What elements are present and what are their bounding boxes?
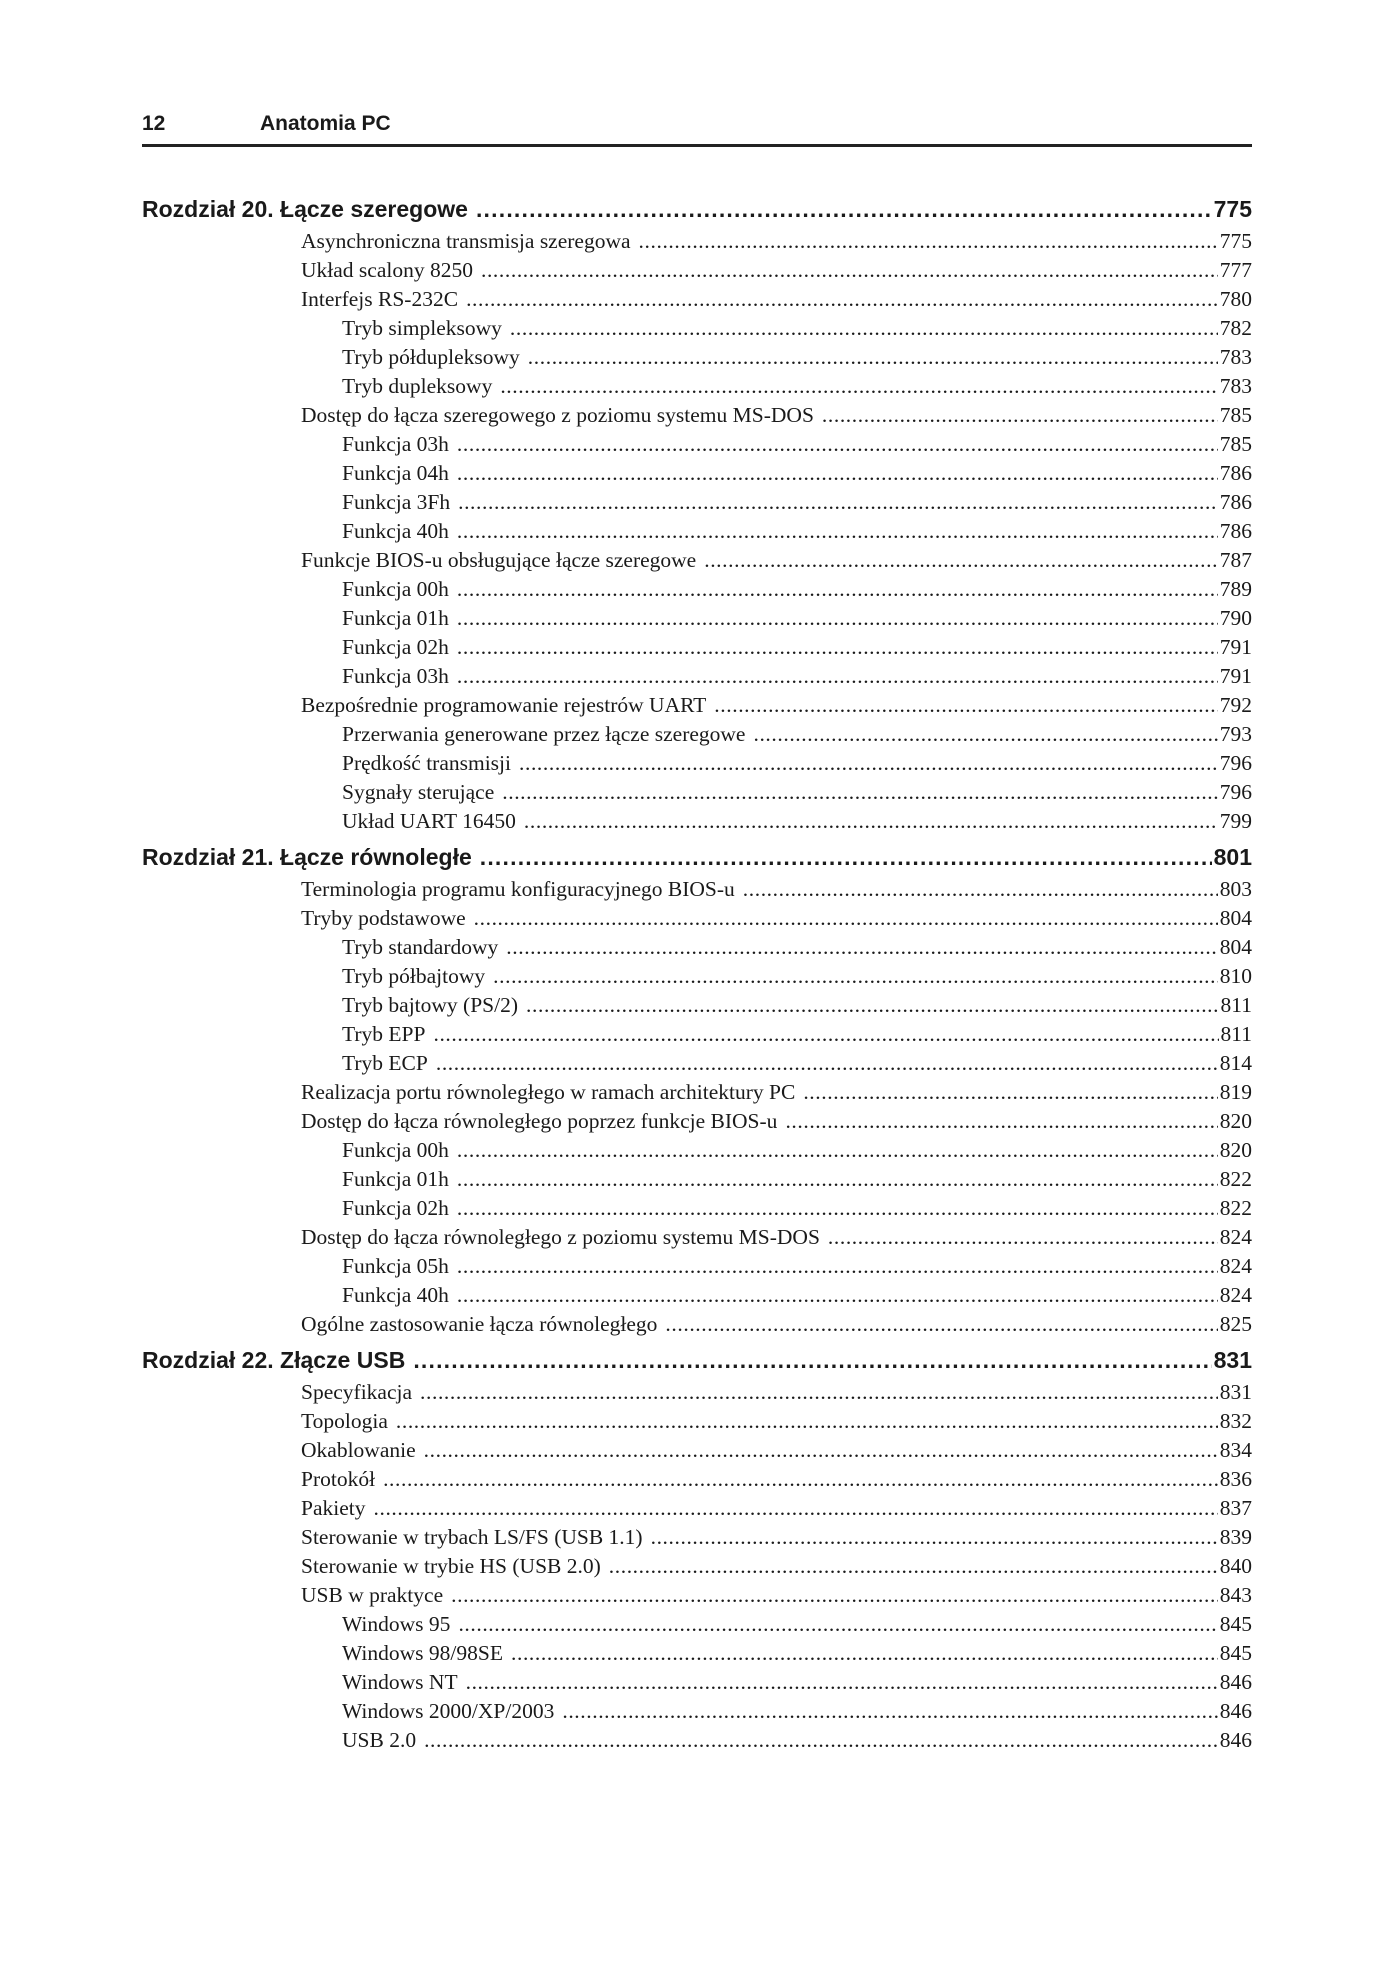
dot-leader bbox=[502, 780, 1218, 805]
header-rule bbox=[142, 144, 1252, 147]
toc-entry-title: Tryb półdupleksowy bbox=[342, 345, 520, 369]
dot-leader bbox=[424, 1728, 1218, 1753]
toc-entry-page: 796 bbox=[1219, 780, 1252, 804]
toc-entry-title: Tryb standardowy bbox=[342, 935, 499, 959]
toc-entry-title: Tryby podstawowe bbox=[301, 906, 466, 930]
dot-leader bbox=[524, 809, 1218, 834]
dot-leader bbox=[822, 403, 1218, 428]
dot-leader bbox=[433, 1022, 1218, 1047]
toc-entry[interactable] bbox=[142, 906, 1252, 935]
toc-entry[interactable] bbox=[142, 964, 1252, 993]
toc-entry-page: 785 bbox=[1219, 432, 1252, 456]
toc-entry-title: Interfejs RS-232C bbox=[301, 287, 459, 311]
toc-entry[interactable] bbox=[142, 577, 1252, 606]
toc-entry[interactable] bbox=[142, 1022, 1252, 1051]
toc-entry-page: 837 bbox=[1219, 1496, 1252, 1520]
toc-entry[interactable] bbox=[142, 1254, 1252, 1283]
toc-entry-title: Funkcja 40h bbox=[342, 1283, 449, 1307]
dot-leader bbox=[413, 1347, 1211, 1374]
toc-entry-title: Windows 98/98SE bbox=[342, 1641, 503, 1665]
toc-entry-title: Funkcja 00h bbox=[342, 1138, 449, 1162]
dot-leader bbox=[476, 196, 1212, 223]
toc-entry-title: Asynchroniczna transmisja szeregowa bbox=[301, 229, 631, 253]
toc-entry[interactable] bbox=[142, 1583, 1252, 1612]
toc-entry[interactable] bbox=[142, 1641, 1252, 1670]
dot-leader bbox=[457, 664, 1218, 689]
toc-entry-page: 845 bbox=[1219, 1641, 1252, 1665]
dot-leader bbox=[457, 1196, 1218, 1221]
chapter-heading[interactable] bbox=[142, 1347, 1252, 1380]
dot-leader bbox=[457, 1167, 1218, 1192]
toc-entry-page: 846 bbox=[1219, 1670, 1252, 1694]
chapter-heading-page: 775 bbox=[1213, 196, 1252, 222]
dot-leader bbox=[457, 1254, 1218, 1279]
toc-entry-title: Funkcja 02h bbox=[342, 635, 449, 659]
toc-entry-page: 780 bbox=[1219, 287, 1252, 311]
dot-leader bbox=[511, 1641, 1218, 1666]
dot-leader bbox=[519, 751, 1218, 776]
chapter-heading-title: Rozdział 21. Łącze równoległe bbox=[142, 844, 472, 870]
dot-leader bbox=[457, 461, 1218, 486]
toc-entry-title: Sygnały sterujące bbox=[342, 780, 495, 804]
toc-entry-title: Windows NT bbox=[342, 1670, 458, 1694]
toc-entry[interactable] bbox=[142, 635, 1252, 664]
toc-entry[interactable] bbox=[142, 722, 1252, 751]
toc-entry[interactable] bbox=[142, 809, 1252, 838]
toc-entry-page: 819 bbox=[1219, 1080, 1252, 1104]
toc-entry-page: 824 bbox=[1219, 1283, 1252, 1307]
toc-entry[interactable] bbox=[142, 935, 1252, 964]
toc-entry-title: Tryb półbajtowy bbox=[342, 964, 486, 988]
toc-entry-title: Dostęp do łącza szeregowego z poziomu systemu MS-DOS bbox=[301, 403, 814, 427]
dot-leader bbox=[828, 1225, 1218, 1250]
toc-entry-page: 824 bbox=[1219, 1225, 1252, 1249]
toc-entry[interactable] bbox=[142, 1409, 1252, 1438]
toc-entry[interactable] bbox=[142, 490, 1252, 519]
dot-leader bbox=[374, 1496, 1218, 1521]
toc-entry-title: Pakiety bbox=[301, 1496, 366, 1520]
toc-entry-title: Tryb EPP bbox=[342, 1022, 426, 1046]
toc-entry-title: Protokół bbox=[301, 1467, 376, 1491]
toc-entry-page: 782 bbox=[1219, 316, 1252, 340]
table-of-contents bbox=[142, 196, 1252, 1757]
toc-entry[interactable] bbox=[142, 693, 1252, 722]
toc-entry-title: Funkcja 03h bbox=[342, 432, 449, 456]
toc-entry-page: 785 bbox=[1219, 403, 1252, 427]
toc-entry-page: 839 bbox=[1219, 1525, 1252, 1549]
toc-entry-page: 820 bbox=[1219, 1109, 1252, 1133]
toc-entry-title: Dostęp do łącza równoległego poprzez funkcje BIOS-u bbox=[301, 1109, 778, 1133]
dot-leader bbox=[457, 432, 1218, 457]
toc-entry[interactable] bbox=[142, 1554, 1252, 1583]
toc-entry-title: Realizacja portu równoległego w ramach architektury PC bbox=[301, 1080, 796, 1104]
toc-entry-page: 825 bbox=[1219, 1312, 1252, 1336]
toc-entry-page: 845 bbox=[1219, 1612, 1252, 1636]
toc-entry-page: 777 bbox=[1219, 258, 1252, 282]
toc-entry-title: Topologia bbox=[301, 1409, 388, 1433]
dot-leader bbox=[457, 635, 1218, 660]
toc-entry-title: Windows 95 bbox=[342, 1612, 451, 1636]
toc-entry[interactable] bbox=[142, 1728, 1252, 1757]
toc-entry[interactable] bbox=[142, 316, 1252, 345]
toc-entry-title: Bezpośrednie programowanie rejestrów UART bbox=[301, 693, 707, 717]
book-title: Anatomia PC bbox=[260, 112, 391, 135]
dot-leader bbox=[458, 1612, 1217, 1637]
dot-leader bbox=[753, 722, 1217, 747]
dot-leader bbox=[785, 1109, 1217, 1134]
page-number: 12 bbox=[142, 112, 166, 135]
toc-entry[interactable] bbox=[142, 229, 1252, 258]
dot-leader bbox=[383, 1467, 1218, 1492]
dot-leader bbox=[458, 490, 1218, 515]
toc-entry-page: 822 bbox=[1219, 1196, 1252, 1220]
dot-leader bbox=[474, 906, 1218, 931]
toc-entry[interactable] bbox=[142, 1080, 1252, 1109]
dot-leader bbox=[493, 964, 1218, 989]
toc-entry[interactable] bbox=[142, 1699, 1252, 1728]
toc-entry[interactable] bbox=[142, 432, 1252, 461]
toc-entry[interactable] bbox=[142, 1196, 1252, 1225]
toc-entry-page: 834 bbox=[1219, 1438, 1252, 1462]
dot-leader bbox=[526, 993, 1219, 1018]
toc-entry[interactable] bbox=[142, 548, 1252, 577]
chapter-heading[interactable] bbox=[142, 844, 1252, 877]
chapter-heading[interactable] bbox=[142, 196, 1252, 229]
dot-leader bbox=[457, 1283, 1218, 1308]
dot-leader bbox=[457, 1138, 1218, 1163]
toc-entry-title: Tryb ECP bbox=[342, 1051, 428, 1075]
toc-entry[interactable] bbox=[142, 345, 1252, 374]
toc-entry-page: 803 bbox=[1219, 877, 1252, 901]
toc-entry[interactable] bbox=[142, 1283, 1252, 1312]
toc-entry-page: 791 bbox=[1219, 664, 1252, 688]
toc-entry-title: Funkcja 02h bbox=[342, 1196, 449, 1220]
toc-entry-page: 820 bbox=[1219, 1138, 1252, 1162]
chapter-heading-title: Rozdział 22. Złącze USB bbox=[142, 1347, 406, 1373]
toc-entry-page: 783 bbox=[1219, 374, 1252, 398]
toc-entry-page: 789 bbox=[1219, 577, 1252, 601]
toc-entry-title: Funkcja 00h bbox=[342, 577, 449, 601]
toc-entry-page: 804 bbox=[1219, 906, 1252, 930]
toc-entry-title: USB 2.0 bbox=[342, 1728, 417, 1752]
dot-leader bbox=[457, 577, 1218, 602]
toc-entry-title: USB w praktyce bbox=[301, 1583, 444, 1607]
toc-entry-title: Ogólne zastosowanie łącza równoległego bbox=[301, 1312, 658, 1336]
toc-entry-page: 786 bbox=[1219, 461, 1252, 485]
toc-entry[interactable] bbox=[142, 664, 1252, 693]
toc-entry-page: 836 bbox=[1219, 1467, 1252, 1491]
dot-leader bbox=[704, 548, 1218, 573]
chapter-heading-title: Rozdział 20. Łącze szeregowe bbox=[142, 196, 468, 222]
toc-entry-title: Funkcja 04h bbox=[342, 461, 449, 485]
dot-leader bbox=[466, 1670, 1218, 1695]
toc-entry-page: 791 bbox=[1219, 635, 1252, 659]
toc-entry-title: Układ scalony 8250 bbox=[301, 258, 473, 282]
toc-entry-page: 831 bbox=[1219, 1380, 1252, 1404]
toc-entry-page: 840 bbox=[1219, 1554, 1252, 1578]
toc-entry[interactable] bbox=[142, 877, 1252, 906]
toc-entry-page: 790 bbox=[1219, 606, 1252, 630]
toc-entry-page: 810 bbox=[1219, 964, 1252, 988]
toc-entry[interactable] bbox=[142, 1670, 1252, 1699]
dot-leader bbox=[562, 1699, 1217, 1724]
toc-entry-page: 783 bbox=[1219, 345, 1252, 369]
toc-entry[interactable] bbox=[142, 1496, 1252, 1525]
dot-leader bbox=[714, 693, 1217, 718]
toc-entry-title: Układ UART 16450 bbox=[342, 809, 516, 833]
toc-entry[interactable] bbox=[142, 1312, 1252, 1341]
dot-leader bbox=[480, 844, 1212, 871]
toc-entry-page: 814 bbox=[1219, 1051, 1252, 1075]
toc-entry[interactable] bbox=[142, 1138, 1252, 1167]
dot-leader bbox=[639, 229, 1218, 254]
toc-entry-page: 796 bbox=[1219, 751, 1252, 775]
toc-entry-title: Tryb dupleksowy bbox=[342, 374, 493, 398]
toc-entry-title: Funkcja 3Fh bbox=[342, 490, 451, 514]
toc-entry-page: 811 bbox=[1220, 993, 1252, 1017]
dot-leader bbox=[609, 1554, 1218, 1579]
toc-entry-title: Dostęp do łącza równoległego z poziomu systemu MS-DOS bbox=[301, 1225, 820, 1249]
toc-entry-title: Funkcja 05h bbox=[342, 1254, 449, 1278]
dot-leader bbox=[743, 877, 1218, 902]
toc-entry[interactable] bbox=[142, 1525, 1252, 1554]
toc-entry[interactable] bbox=[142, 1438, 1252, 1467]
dot-leader bbox=[420, 1380, 1218, 1405]
toc-entry[interactable] bbox=[142, 606, 1252, 635]
dot-leader bbox=[481, 258, 1218, 283]
toc-entry-title: Specyfikacja bbox=[301, 1380, 413, 1404]
toc-entry-title: Funkcja 01h bbox=[342, 1167, 449, 1191]
toc-entry-page: 793 bbox=[1219, 722, 1252, 746]
toc-entry[interactable] bbox=[142, 519, 1252, 548]
toc-entry[interactable] bbox=[142, 1167, 1252, 1196]
toc-entry-page: 822 bbox=[1219, 1167, 1252, 1191]
toc-entry-page: 786 bbox=[1219, 519, 1252, 543]
toc-entry[interactable] bbox=[142, 1051, 1252, 1080]
dot-leader bbox=[500, 374, 1217, 399]
toc-entry[interactable] bbox=[142, 1380, 1252, 1409]
toc-entry-title: Okablowanie bbox=[301, 1438, 416, 1462]
toc-entry[interactable] bbox=[142, 993, 1252, 1022]
dot-leader bbox=[803, 1080, 1217, 1105]
toc-entry-page: 846 bbox=[1219, 1699, 1252, 1723]
toc-entry[interactable] bbox=[142, 1612, 1252, 1641]
toc-entry-page: 843 bbox=[1219, 1583, 1252, 1607]
dot-leader bbox=[457, 519, 1218, 544]
toc-entry[interactable] bbox=[142, 1225, 1252, 1254]
dot-leader bbox=[424, 1438, 1218, 1463]
toc-entry-page: 824 bbox=[1219, 1254, 1252, 1278]
toc-entry[interactable] bbox=[142, 1467, 1252, 1496]
dot-leader bbox=[510, 316, 1218, 341]
toc-entry-title: Windows 2000/XP/2003 bbox=[342, 1699, 555, 1723]
dot-leader bbox=[651, 1525, 1218, 1550]
toc-entry-title: Funkcja 40h bbox=[342, 519, 449, 543]
toc-entry-title: Terminologia programu konfiguracyjnego BIOS-u bbox=[301, 877, 735, 901]
running-header bbox=[142, 112, 1252, 144]
toc-entry[interactable] bbox=[142, 1109, 1252, 1138]
dot-leader bbox=[665, 1312, 1217, 1337]
toc-entry-title: Sterowanie w trybach LS/FS (USB 1.1) bbox=[301, 1525, 643, 1549]
toc-entry[interactable] bbox=[142, 374, 1252, 403]
toc-entry-title: Tryb bajtowy (PS/2) bbox=[342, 993, 519, 1017]
chapter-heading-page: 831 bbox=[1213, 1347, 1252, 1373]
toc-entry-title: Tryb simpleksowy bbox=[342, 316, 502, 340]
dot-leader bbox=[506, 935, 1217, 960]
toc-entry-page: 792 bbox=[1219, 693, 1252, 717]
toc-entry[interactable] bbox=[142, 780, 1252, 809]
toc-entry[interactable] bbox=[142, 403, 1252, 432]
toc-entry[interactable] bbox=[142, 287, 1252, 316]
dot-leader bbox=[396, 1409, 1218, 1434]
dot-leader bbox=[457, 606, 1218, 631]
toc-entry[interactable] bbox=[142, 751, 1252, 780]
toc-entry[interactable] bbox=[142, 461, 1252, 490]
toc-entry-title: Przerwania generowane przez łącze szeregowe bbox=[342, 722, 746, 746]
dot-leader bbox=[466, 287, 1218, 312]
dot-leader bbox=[436, 1051, 1218, 1076]
toc-entry-page: 775 bbox=[1219, 229, 1252, 253]
toc-entry-title: Sterowanie w trybie HS (USB 2.0) bbox=[301, 1554, 601, 1578]
toc-entry-title: Funkcja 03h bbox=[342, 664, 449, 688]
toc-entry-title: Prędkość transmisji bbox=[342, 751, 511, 775]
toc-entry-page: 832 bbox=[1219, 1409, 1252, 1433]
toc-entry-title: Funkcje BIOS-u obsługujące łącze szeregowe bbox=[301, 548, 697, 572]
dot-leader bbox=[528, 345, 1218, 370]
chapter-heading-page: 801 bbox=[1213, 844, 1252, 870]
toc-entry-page: 799 bbox=[1219, 809, 1252, 833]
toc-entry-page: 846 bbox=[1219, 1728, 1252, 1752]
toc-entry-page: 804 bbox=[1219, 935, 1252, 959]
toc-entry-page: 786 bbox=[1219, 490, 1252, 514]
toc-entry-page: 787 bbox=[1219, 548, 1252, 572]
toc-entry-page: 811 bbox=[1220, 1022, 1252, 1046]
toc-entry-title: Funkcja 01h bbox=[342, 606, 449, 630]
dot-leader bbox=[451, 1583, 1218, 1608]
toc-entry[interactable] bbox=[142, 258, 1252, 287]
